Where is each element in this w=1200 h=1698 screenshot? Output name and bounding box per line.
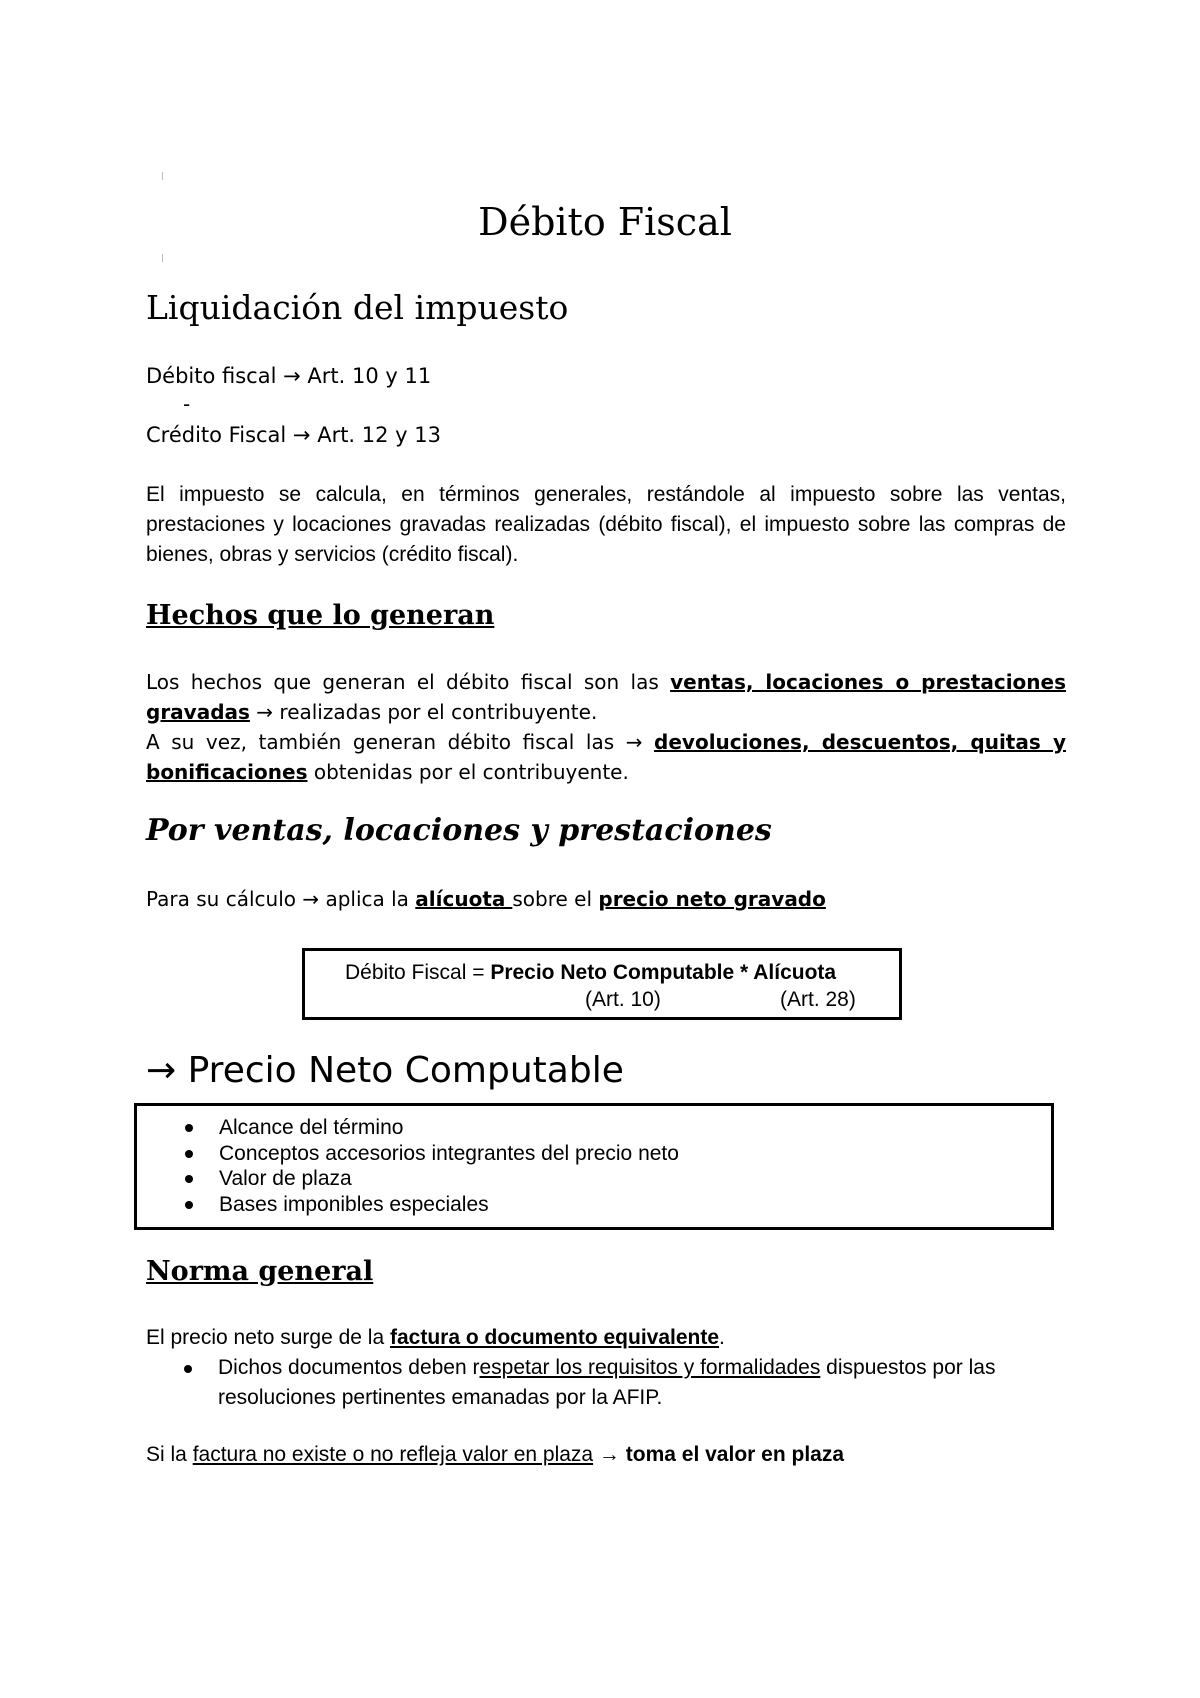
formula-emphasis: Precio Neto Computable * Alícuota: [490, 961, 837, 984]
valor-plaza-line: [146, 1440, 1066, 1470]
text: obtenidas por el contribuyente.: [307, 760, 629, 784]
norma-bullet-item: [218, 1353, 1068, 1413]
emphasis: alícuota: [415, 887, 513, 911]
credito-line: Crédito Fiscal → Art. 12 y 13: [146, 423, 442, 447]
text: El precio neto surge de la: [146, 1326, 390, 1349]
debito-line: Débito fiscal → Art. 10 y 11: [146, 364, 432, 388]
list-item-text: Bases imponibles especiales: [219, 1192, 489, 1216]
liquidacion-paragraph: El impuesto se calcula, en términos generales, restándole al impuesto sobre las ventas, prestaciones y locaciones gravadas realizadas (débito fiscal), el impuesto sobre las compras de bienes, obras y servicios (crédito fiscal).: [146, 483, 1066, 566]
text: Si la: [146, 1443, 193, 1466]
text: Dichos documentos deben r: [218, 1356, 480, 1379]
bullet-icon: [185, 1201, 193, 1209]
formula-box: [302, 948, 902, 1020]
text: →: [593, 1443, 626, 1466]
list-item: [137, 1192, 1051, 1218]
list-item: [137, 1166, 1051, 1192]
formula: [345, 961, 836, 985]
emphasis: devoluciones, descuentos, quitas y bonificaciones: [146, 730, 1066, 784]
bullet-icon: [185, 1124, 193, 1132]
bullet-icon: [185, 1150, 193, 1158]
underlined-text: espetar los requisitos y formalidades: [479, 1356, 821, 1379]
heading-por-ventas: Por ventas, locaciones y prestaciones: [146, 813, 772, 848]
emphasis: ventas, locaciones o prestaciones gravadas: [146, 670, 1066, 724]
list-item-text: Conceptos accesorios integrantes del precio neto: [219, 1141, 679, 1165]
heading-precio-neto: → Precio Neto Computable: [146, 1050, 624, 1091]
precio-neto-box: [134, 1103, 1054, 1230]
text: Los hechos que generan el débito fiscal son las: [146, 670, 671, 694]
hechos-paragraph-1: [146, 667, 1066, 727]
emphasis: precio neto gravado: [598, 887, 826, 911]
margin-mark: [162, 172, 163, 180]
text: → realizadas por el contribuyente.: [249, 700, 598, 724]
page-title: Débito Fiscal: [478, 200, 732, 244]
text: sobre el: [512, 887, 599, 911]
list-item-text: Valor de plaza: [219, 1167, 352, 1190]
text: Para su cálculo → aplica la: [146, 887, 416, 911]
heading-liquidacion: Liquidación del impuesto: [146, 288, 569, 327]
heading-hechos: Hechos que lo generan: [146, 600, 495, 631]
margin-mark: [162, 254, 163, 262]
text: .: [719, 1326, 725, 1349]
list-item-text: Alcance del término: [219, 1116, 404, 1139]
underlined-text: factura no existe o no refleja valor en plaza: [192, 1443, 594, 1466]
art-28: (Art. 28): [780, 988, 856, 1011]
precio-neto-list: [137, 1115, 1051, 1217]
emphasis: factura o documento equivalente: [389, 1326, 720, 1349]
emphasis: toma el valor en plaza: [625, 1443, 845, 1466]
heading-norma-general: Norma general: [146, 1256, 374, 1287]
norma-paragraph: [146, 1323, 1066, 1353]
list-item: [137, 1141, 1051, 1167]
bullet-icon: [184, 1365, 192, 1373]
bullet-icon: [185, 1175, 193, 1183]
list-item: [137, 1115, 1051, 1141]
calculo-line: [146, 887, 826, 911]
minus-sign: -: [183, 392, 191, 416]
hechos-paragraph-2: [146, 727, 1066, 787]
art-10: (Art. 10): [585, 988, 661, 1011]
formula-prefix: Débito Fiscal =: [345, 961, 491, 984]
text: dispuestos por las resoluciones pertinentes emanadas por la AFIP.: [218, 1356, 996, 1409]
text: A su vez, también generan débito fiscal las →: [146, 730, 655, 754]
